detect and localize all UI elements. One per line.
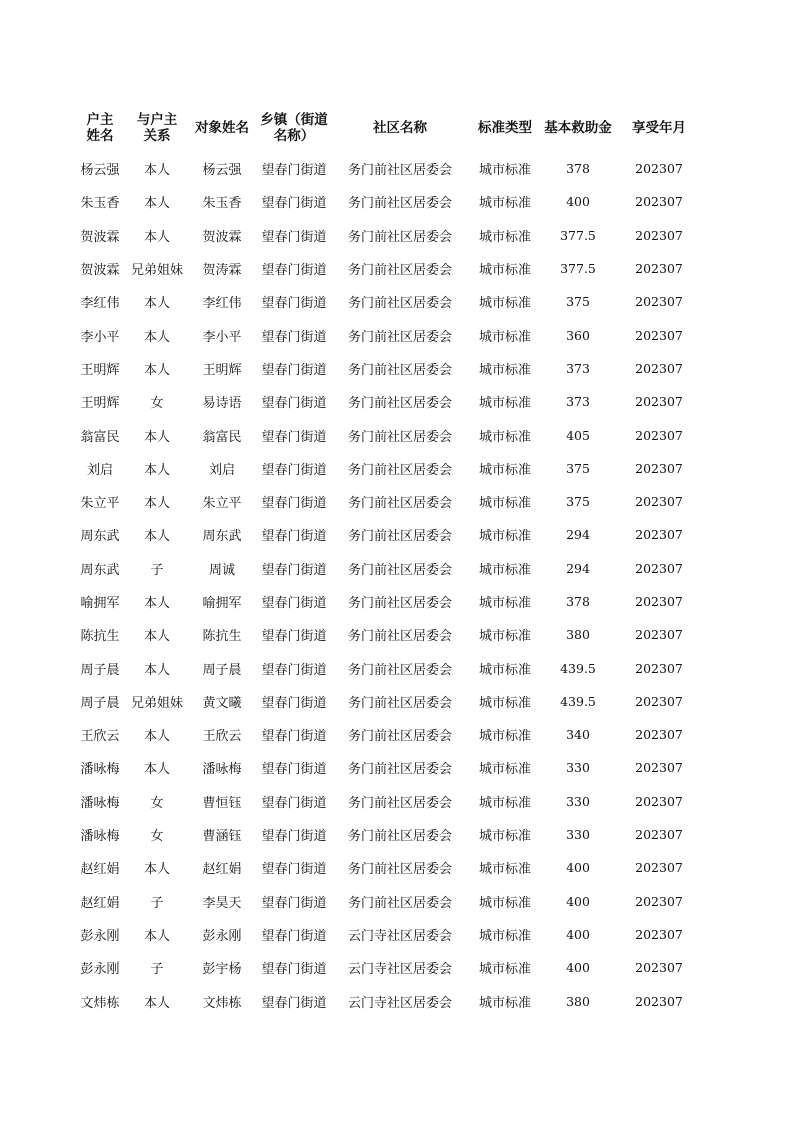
period-cell: 202307 [635, 627, 683, 643]
relation-cell: 女 [150, 829, 164, 845]
header-line: 社区名称 [373, 120, 427, 136]
recipient-name-cell: 王欣云 [202, 729, 242, 745]
recipient-name-cell: 陈抗生 [202, 629, 242, 645]
community-cell: 务门前社区居委会 [347, 795, 452, 811]
recipient-name-cell: 朱立平 [202, 496, 242, 512]
household-head-cell: 彭永刚 [80, 962, 120, 978]
header-line: 姓名 [86, 128, 114, 144]
township-cell: 望春门街道 [261, 829, 327, 845]
period-cell: 202307 [635, 327, 683, 343]
standard-type-cell: 城市标准 [478, 396, 531, 412]
household-head-cell: 周子晨 [80, 662, 120, 678]
recipient-name-cell: 杨云强 [202, 163, 242, 179]
recipient-name-cell: 李红伟 [202, 296, 242, 312]
table-row [72, 252, 702, 285]
period-cell: 202307 [635, 360, 683, 376]
township-cell: 望春门街道 [261, 862, 327, 878]
table-row [72, 152, 702, 185]
column-header-community [330, 104, 470, 152]
township-cell: 望春门街道 [261, 795, 327, 811]
column-header-township [258, 104, 330, 152]
table-row [72, 418, 702, 451]
relation-cell: 本人 [143, 362, 170, 378]
relation-cell: 本人 [143, 529, 170, 545]
standard-type-cell: 城市标准 [478, 529, 531, 545]
standard-type-cell: 城市标准 [478, 429, 531, 445]
recipient-name-cell: 朱玉香 [202, 196, 242, 212]
household-head-cell: 王明辉 [80, 362, 120, 378]
recipient-name-cell: 翁富民 [202, 429, 242, 445]
header-line: 对象姓名 [195, 120, 249, 136]
relation-cell: 兄弟姐妹 [130, 263, 183, 279]
period-cell: 202307 [635, 926, 683, 942]
standard-type-cell: 城市标准 [478, 163, 531, 179]
recipient-name-cell: 贺涛霖 [202, 263, 242, 279]
basic-aid-cell: 360 [566, 327, 590, 343]
basic-aid-cell: 294 [566, 527, 590, 543]
community-cell: 务门前社区居委会 [347, 396, 452, 412]
standard-type-cell: 城市标准 [478, 729, 531, 745]
table-row [72, 951, 702, 984]
basic-aid-cell: 380 [566, 993, 590, 1009]
township-cell: 望春门街道 [261, 629, 327, 645]
table-row [72, 485, 702, 518]
period-cell: 202307 [635, 693, 683, 709]
household-head-cell: 王明辉 [80, 396, 120, 412]
basic-aid-cell: 375 [566, 460, 590, 476]
period-cell: 202307 [635, 261, 683, 277]
household-head-cell: 朱立平 [80, 496, 120, 512]
relation-cell: 子 [150, 562, 164, 578]
period-cell: 202307 [635, 427, 683, 443]
basic-aid-cell: 294 [566, 560, 590, 576]
community-cell: 务门前社区居委会 [347, 529, 452, 545]
standard-type-cell: 城市标准 [478, 795, 531, 811]
household-head-cell: 潘咏梅 [80, 795, 120, 811]
township-cell: 望春门街道 [261, 362, 327, 378]
household-head-cell: 贺波霖 [80, 263, 120, 279]
standard-type-cell: 城市标准 [478, 562, 531, 578]
column-header-relation [128, 104, 186, 152]
period-cell: 202307 [635, 494, 683, 510]
household-head-cell: 王欣云 [80, 729, 120, 745]
column-header-standard-type [470, 104, 540, 152]
relation-cell: 本人 [143, 163, 170, 179]
township-cell: 望春门街道 [261, 995, 327, 1011]
township-cell: 望春门街道 [261, 928, 327, 944]
standard-type-cell: 城市标准 [478, 829, 531, 845]
community-cell: 务门前社区居委会 [347, 163, 452, 179]
township-cell: 望春门街道 [261, 496, 327, 512]
basic-aid-cell: 400 [566, 194, 590, 210]
relation-cell: 本人 [143, 429, 170, 445]
household-head-cell: 李小平 [80, 329, 120, 345]
community-cell: 务门前社区居委会 [347, 329, 452, 345]
recipient-name-cell: 喻拥军 [202, 596, 242, 611]
period-cell: 202307 [635, 660, 683, 676]
column-header-household-head [72, 104, 128, 152]
township-cell: 望春门街道 [261, 329, 327, 345]
standard-type-cell: 城市标准 [478, 229, 531, 245]
header-row [72, 104, 702, 152]
table-row [72, 618, 702, 651]
basic-aid-cell: 439.5 [560, 660, 596, 676]
period-cell: 202307 [635, 827, 683, 843]
township-cell: 望春门街道 [261, 962, 327, 978]
basic-aid-cell: 373 [566, 360, 590, 376]
basic-aid-cell: 400 [566, 960, 590, 976]
recipient-name-cell: 王明辉 [202, 362, 242, 378]
relation-cell: 本人 [143, 296, 170, 312]
household-head-cell: 周东武 [80, 562, 120, 578]
relation-cell: 子 [150, 895, 164, 911]
column-header-recipient-name [186, 104, 258, 152]
relation-cell: 子 [150, 962, 164, 978]
period-cell: 202307 [635, 960, 683, 976]
period-cell: 202307 [635, 460, 683, 476]
recipient-name-cell: 周东武 [202, 529, 242, 545]
table-row [72, 452, 702, 485]
relation-cell: 本人 [143, 596, 170, 611]
recipient-name-cell: 易诗语 [202, 396, 242, 412]
township-cell: 望春门街道 [261, 895, 327, 911]
period-cell: 202307 [635, 993, 683, 1009]
township-cell: 望春门街道 [261, 263, 327, 279]
relation-cell: 本人 [143, 462, 170, 478]
relation-cell: 本人 [143, 928, 170, 944]
basic-aid-cell: 375 [566, 494, 590, 510]
relation-cell: 本人 [143, 995, 170, 1011]
recipient-name-cell: 刘启 [208, 462, 235, 478]
household-head-cell: 贺波霖 [80, 229, 120, 245]
relation-cell: 本人 [143, 662, 170, 678]
table-row [72, 984, 702, 1017]
township-cell: 望春门街道 [261, 296, 327, 312]
community-cell: 务门前社区居委会 [347, 895, 452, 911]
table-row [72, 585, 702, 618]
relation-cell: 兄弟姐妹 [130, 695, 183, 711]
period-cell: 202307 [635, 760, 683, 776]
township-cell: 望春门街道 [261, 462, 327, 478]
basic-aid-cell: 405 [566, 427, 590, 443]
community-cell: 务门前社区居委会 [347, 562, 452, 578]
household-head-cell: 翁富民 [80, 429, 120, 445]
community-cell: 云门寺社区居委会 [347, 995, 452, 1011]
table-row [72, 718, 702, 751]
recipient-name-cell: 曹恒钰 [202, 795, 242, 811]
standard-type-cell: 城市标准 [478, 662, 531, 678]
basic-aid-cell: 378 [566, 161, 590, 177]
household-head-cell: 赵红娟 [80, 862, 120, 878]
community-cell: 务门前社区居委会 [347, 629, 452, 645]
recipient-name-cell: 曹涵钰 [202, 829, 242, 845]
household-head-cell: 文炜栋 [80, 995, 120, 1011]
basic-aid-cell: 378 [566, 594, 590, 609]
household-head-cell: 周子晨 [80, 695, 120, 711]
header-line: 乡镇（街道 [260, 112, 328, 128]
basic-aid-cell: 400 [566, 893, 590, 909]
table-row [72, 185, 702, 218]
header-line: 户主 [86, 112, 114, 128]
recipient-name-cell: 贺波霖 [202, 229, 242, 245]
period-cell: 202307 [635, 394, 683, 410]
recipient-name-cell: 周子晨 [202, 662, 242, 678]
basic-aid-cell: 330 [566, 793, 590, 809]
table-body [72, 152, 702, 1018]
community-cell: 务门前社区居委会 [347, 829, 452, 845]
basic-aid-cell: 330 [566, 827, 590, 843]
table-row [72, 352, 702, 385]
recipient-name-cell: 赵红娟 [202, 862, 242, 878]
basic-aid-cell: 377.5 [560, 227, 596, 243]
recipient-name-cell: 彭永刚 [202, 928, 242, 944]
relation-cell: 女 [150, 795, 164, 811]
standard-type-cell: 城市标准 [478, 263, 531, 279]
community-cell: 务门前社区居委会 [347, 229, 452, 245]
period-cell: 202307 [635, 860, 683, 876]
period-cell: 202307 [635, 893, 683, 909]
community-cell: 云门寺社区居委会 [347, 962, 452, 978]
household-head-cell: 杨云强 [80, 163, 120, 179]
household-head-cell: 李红伟 [80, 296, 120, 312]
township-cell: 望春门街道 [261, 562, 327, 578]
recipient-name-cell: 黄文曦 [202, 695, 242, 711]
community-cell: 务门前社区居委会 [347, 263, 452, 279]
household-head-cell: 朱玉香 [80, 196, 120, 212]
period-cell: 202307 [635, 194, 683, 210]
header-line: 名称） [273, 128, 315, 144]
township-cell: 望春门街道 [261, 596, 327, 611]
community-cell: 务门前社区居委会 [347, 695, 452, 711]
table-row [72, 219, 702, 252]
table-row [72, 385, 702, 418]
basic-aid-cell: 377.5 [560, 261, 596, 277]
standard-type-cell: 城市标准 [478, 329, 531, 345]
table-row [72, 918, 702, 951]
standard-type-cell: 城市标准 [478, 895, 531, 911]
township-cell: 望春门街道 [261, 729, 327, 745]
household-head-cell: 赵红娟 [80, 895, 120, 911]
relation-cell: 本人 [143, 629, 170, 645]
basic-aid-cell: 400 [566, 860, 590, 876]
recipient-name-cell: 李小平 [202, 329, 242, 345]
standard-type-cell: 城市标准 [478, 296, 531, 312]
standard-type-cell: 城市标准 [478, 962, 531, 978]
standard-type-cell: 城市标准 [478, 928, 531, 944]
period-cell: 202307 [635, 527, 683, 543]
table-row [72, 851, 702, 884]
recipient-name-cell: 李昊天 [202, 895, 242, 911]
community-cell: 务门前社区居委会 [347, 662, 452, 678]
period-cell: 202307 [635, 161, 683, 177]
household-head-cell: 喻拥军 [80, 596, 120, 611]
period-cell: 202307 [635, 727, 683, 743]
community-cell: 务门前社区居委会 [347, 496, 452, 512]
basic-aid-cell: 380 [566, 627, 590, 643]
table-row [72, 818, 702, 851]
standard-type-cell: 城市标准 [478, 596, 531, 611]
relief-table [72, 104, 702, 1018]
header-line: 基本救助金 [544, 120, 612, 136]
period-cell: 202307 [635, 594, 683, 609]
relation-cell: 本人 [143, 496, 170, 512]
community-cell: 务门前社区居委会 [347, 296, 452, 312]
relation-cell: 女 [150, 396, 164, 412]
relation-cell: 本人 [143, 862, 170, 878]
community-cell: 务门前社区居委会 [347, 362, 452, 378]
relation-cell: 本人 [143, 762, 170, 778]
basic-aid-cell: 439.5 [560, 693, 596, 709]
household-head-cell: 陈抗生 [80, 629, 120, 645]
household-head-cell: 刘启 [86, 462, 113, 478]
household-head-cell: 彭永刚 [80, 928, 120, 944]
township-cell: 望春门街道 [261, 695, 327, 711]
standard-type-cell: 城市标准 [478, 629, 531, 645]
recipient-name-cell: 文炜栋 [202, 995, 242, 1011]
table-row [72, 518, 702, 551]
header-line: 与户主 [136, 112, 178, 128]
recipient-name-cell: 彭宇杨 [202, 962, 242, 978]
household-head-cell: 潘咏梅 [80, 762, 120, 778]
community-cell: 务门前社区居委会 [347, 729, 452, 745]
township-cell: 望春门街道 [261, 396, 327, 412]
community-cell: 务门前社区居委会 [347, 462, 452, 478]
table-row [72, 751, 702, 784]
standard-type-cell: 城市标准 [478, 995, 531, 1011]
basic-aid-cell: 330 [566, 760, 590, 776]
period-cell: 202307 [635, 227, 683, 243]
recipient-name-cell: 潘咏梅 [202, 762, 242, 778]
community-cell: 务门前社区居委会 [347, 196, 452, 212]
relation-cell: 本人 [143, 329, 170, 345]
standard-type-cell: 城市标准 [478, 762, 531, 778]
basic-aid-cell: 340 [566, 727, 590, 743]
relation-cell: 本人 [143, 729, 170, 745]
header-line: 关系 [143, 128, 171, 144]
relation-cell: 本人 [143, 229, 170, 245]
standard-type-cell: 城市标准 [478, 496, 531, 512]
community-cell: 务门前社区居委会 [347, 862, 452, 878]
period-cell: 202307 [635, 793, 683, 809]
standard-type-cell: 城市标准 [478, 862, 531, 878]
standard-type-cell: 城市标准 [478, 695, 531, 711]
township-cell: 望春门街道 [261, 196, 327, 212]
standard-type-cell: 城市标准 [478, 362, 531, 378]
township-cell: 望春门街道 [261, 529, 327, 545]
table-row [72, 318, 702, 351]
community-cell: 云门寺社区居委会 [347, 928, 452, 944]
table-row [72, 552, 702, 585]
basic-aid-cell: 375 [566, 294, 590, 310]
standard-type-cell: 城市标准 [478, 462, 531, 478]
header-line: 享受年月 [632, 120, 686, 136]
table-row [72, 885, 702, 918]
table-row [72, 285, 702, 318]
table-row [72, 785, 702, 818]
basic-aid-cell: 373 [566, 394, 590, 410]
township-cell: 望春门街道 [261, 762, 327, 778]
community-cell: 务门前社区居委会 [347, 762, 452, 778]
relation-cell: 本人 [143, 196, 170, 212]
township-cell: 望春门街道 [261, 229, 327, 245]
column-header-basic-aid [540, 104, 616, 152]
period-cell: 202307 [635, 294, 683, 310]
township-cell: 望春门街道 [261, 662, 327, 678]
table-row [72, 685, 702, 718]
community-cell: 务门前社区居委会 [347, 429, 452, 445]
township-cell: 望春门街道 [261, 163, 327, 179]
table-row [72, 651, 702, 684]
household-head-cell: 潘咏梅 [80, 829, 120, 845]
column-header-period [616, 104, 702, 152]
standard-type-cell: 城市标准 [478, 196, 531, 212]
community-cell: 务门前社区居委会 [347, 596, 452, 611]
recipient-name-cell: 周诚 [208, 562, 235, 578]
basic-aid-cell: 400 [566, 926, 590, 942]
header-line: 标准类型 [478, 120, 532, 136]
household-head-cell: 周东武 [80, 529, 120, 545]
township-cell: 望春门街道 [261, 429, 327, 445]
period-cell: 202307 [635, 560, 683, 576]
